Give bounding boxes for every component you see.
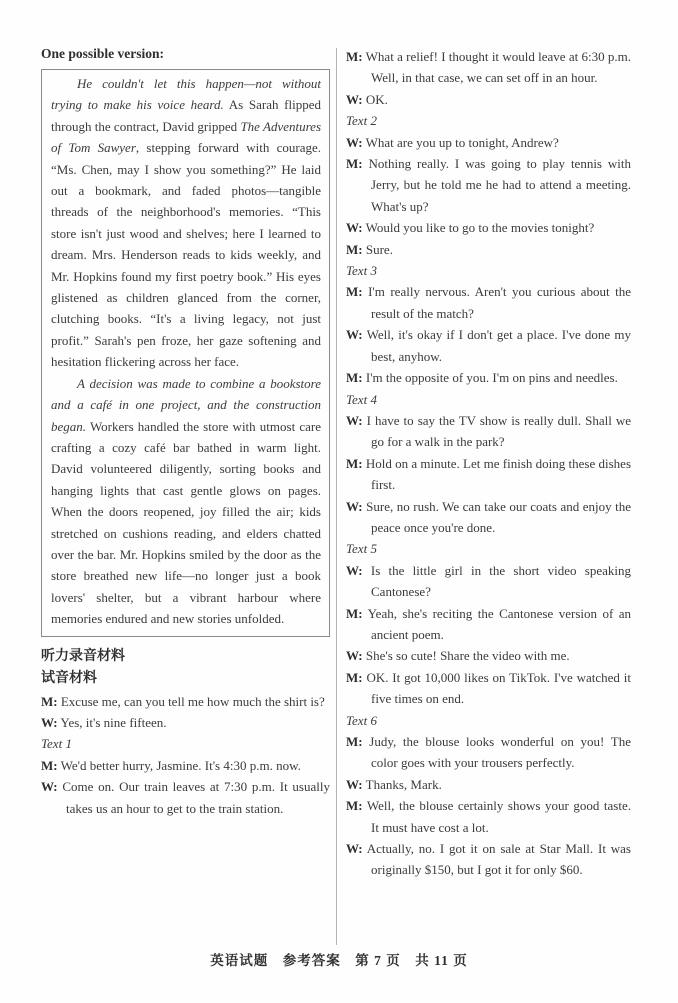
dialogue-line: M: Judy, the blouse looks wonderful on you! The color goes with your trousers perfectly. [346,734,631,771]
speaker-label: M: [346,669,363,685]
speaker-label: M: [346,241,363,257]
dialogue-line: W: Yes, it's nine fifteen. [41,714,167,730]
speaker-label: W: [346,412,363,428]
right-dialogue-lines [346,46,631,881]
column-divider [336,48,337,945]
dialogue-line: W: What are you up to tonight, Andrew? [346,134,559,150]
speaker-label: M: [346,605,363,621]
listening-material-heading: 听力录音材料 [41,648,125,664]
dialogue-line: W: Sure, no rush. We can take our coats and enjoy the peace once you're done. [346,498,631,535]
text-section-label: Text 2 [346,113,377,129]
text-segment: As Sarah flipped through the contract, David gripped [51,97,321,134]
speaker-label: W: [346,562,363,578]
dialogue-line: M: Yeah, she's reciting the Cantonese version of an ancient poem. [346,605,631,642]
dialogue-line: W: She's so cute! Share the video with me. [346,648,570,664]
dialogue-line: M: Sure. [346,241,393,257]
left-column [41,46,330,819]
dialogue-line: M: I'm the opposite of you. I'm on pins and needles. [346,370,618,386]
text-section-label: Text 4 [346,391,377,407]
left-dialogue-lines [41,691,330,819]
dialogue-line: M: Nothing really. I was going to play tennis with Jerry, but he told me he had to attend a meeting. What's up? [346,156,631,214]
text-segment: Workers handled the store with utmost care crafting a cozy café bar bathed in warm light. David volunteered diligently, sorting books and hanging lights that cast gentle glows on pages. When the doors reopened, joy filled the air; kids stretched on cushions reading, and elders chatted over the bar. Mr. Hopkins smiled by the door as the store breathed new life—no longer just a book lovers' shelter, but a vibrant harbour where memories endured and new stories unfolded. [51,418,321,627]
speaker-label: W: [346,134,363,150]
speaker-label: W: [41,714,58,730]
dialogue-line: W: Thanks, Mark. [346,776,442,792]
one-possible-version-heading: One possible version: [41,46,165,61]
speaker-label: W: [346,648,363,664]
speaker-label: W: [346,91,363,107]
speaker-label: M: [346,370,363,386]
dialogue-line: M: We'd better hurry, Jasmine. It's 4:30 p.m. now. [41,757,301,773]
dialogue-line: M: OK. It got 10,000 likes on TikTok. I've watched it five times on end. [346,669,631,707]
speaker-label: M: [346,284,363,300]
italic-segment: He couldn't let this happen—not without trying to make his voice heard. [51,76,321,113]
speaker-label: W: [346,327,363,343]
model-essay-box [41,69,330,637]
speaker-label: W: [346,776,363,792]
speaker-label: M: [41,693,58,709]
speaker-label: W: [346,841,363,857]
dialogue-line: W: Actually, no. I got it on sale at Star Mall. It was originally $150, but I got it for only $60. [346,841,631,878]
dialogue-line: W: OK. [346,91,388,107]
text-section-label: Text 3 [346,263,377,279]
passage-paragraph [51,73,321,373]
dialogue-line: W: Would you like to go to the movies tonight? [346,220,595,236]
dialogue-line: M: Well, the blouse certainly shows your good taste. It must have cost a lot. [346,798,631,835]
speaker-label: M: [346,798,363,814]
italic-segment: A decision was made to combine a bookstore and a café in one project, and the construction began. [51,375,321,434]
audio-test-heading: 试音材料 [41,671,97,687]
speaker-label: M: [346,49,363,64]
dialogue-line: W: I have to say the TV show is really dull. Shall we go for a walk in the park? [346,412,631,450]
dialogue-line: M: Hold on a minute. Let me finish doing these dishes first. [346,455,631,493]
text-section-label: Text 1 [41,736,72,752]
speaker-label: M: [346,734,363,749]
speaker-label: W: [346,220,363,236]
dialogue-line: M: What a relief! I thought it would leave at 6:30 p.m. Well, in that case, we can set off in an hour. [346,49,631,86]
dialogue-line: W: Well, it's okay if I don't get a place. I've done my best, anyhow. [346,327,631,364]
text-segment: , stepping forward with courage. “Ms. Chen, may I show you something?” He laid out a bookmark, and faded photos—tangible threads of the neighborhood's memories. “This store isn't just wood and shelves; here I learned to dream. Mrs. Henderson reads to kids weekly, and Mr. Hopkins found my first poetry book.” His eyes glistened as children glanced from the corner, clutching books. “It's a living legacy, not just profit.” Sarah's pen froze, her gaze softening and hesitation flickering across her face. [51,140,321,370]
dialogue-line: W: Is the little girl in the short video speaking Cantonese? [346,562,631,600]
italic-segment: The Adventures of Tom Sawyer [51,118,322,156]
right-column [346,46,631,881]
dialogue-line: M: I'm really nervous. Aren't you curious about the result of the match? [346,284,631,321]
dialogue-line: M: Excuse me, can you tell me how much the shirt is? [41,693,325,709]
text-section-label: Text 5 [346,541,377,557]
text-section-label: Text 6 [346,712,377,728]
speaker-label: W: [41,779,58,795]
page-footer: 英语试题 参考答案 第 7 页 共 11 页 [210,953,468,968]
speaker-label: M: [346,455,363,471]
speaker-label: W: [346,498,363,514]
dialogue-line: W: Come on. Our train leaves at 7:30 p.m. It usually takes us an hour to get to the train station. [41,779,330,816]
passage-paragraph [51,373,321,630]
speaker-label: M: [41,757,58,773]
model-essay-passage [51,73,321,630]
speaker-label: M: [346,156,363,172]
